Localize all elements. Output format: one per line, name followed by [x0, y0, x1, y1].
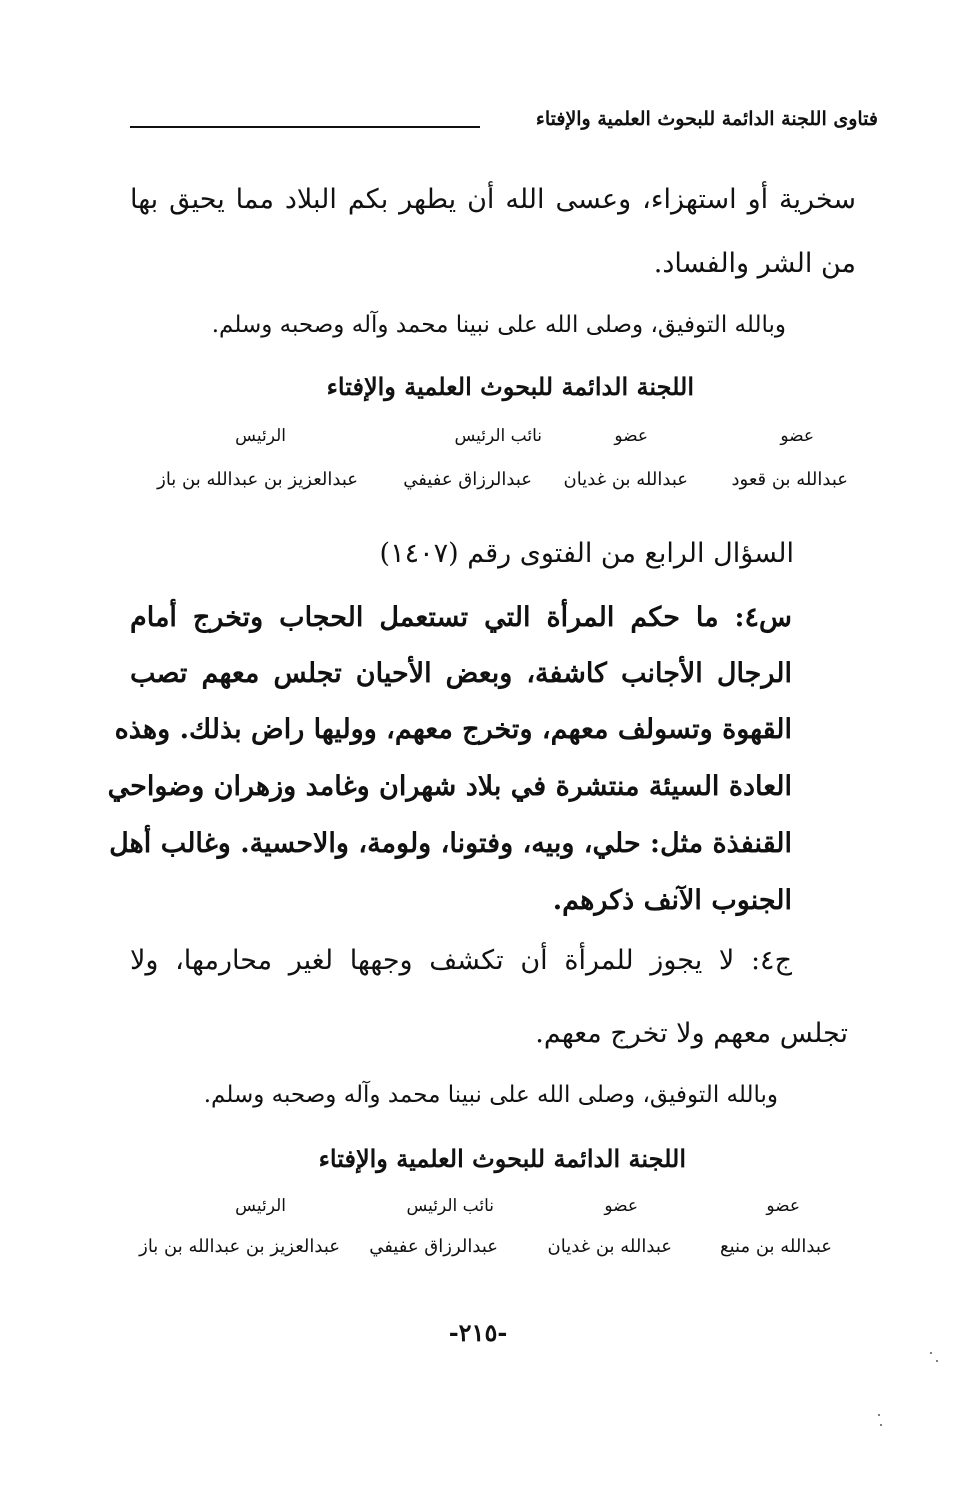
- member-role: نائب الرئيس: [406, 1196, 494, 1216]
- member-role: عضو: [604, 1196, 638, 1216]
- question-line-5: القنفذة مثل: حلي، وبيه، وفتونا، ولومة، والاحسية. وغالب أهل: [109, 828, 792, 859]
- running-header-title: فتاوى اللجنة الدائمة للبحوث العلمية والإفتاء: [535, 108, 878, 130]
- closing-line-1: وبالله التوفيق، وصلى الله على نبينا محمد وآله وصحبه وسلم.: [211, 312, 786, 338]
- answer-line-2: تجلس معهم ولا تخرج معهم.: [535, 1018, 848, 1049]
- committee-title-1: اللجنة الدائمة للبحوث العلمية والإفتاء: [326, 372, 694, 401]
- committee-title-2: اللجنة الدائمة للبحوث العلمية والإفتاء: [318, 1144, 686, 1173]
- closing-line-2: وبالله التوفيق، وصلى الله على نبينا محمد وآله وصحبه وسلم.: [203, 1082, 778, 1108]
- page-number: -٢١٥-: [448, 1318, 508, 1347]
- answer-line-1: ج٤: لا يجوز للمرأة أن تكشف وجهها لغير محارمها، ولا: [130, 945, 792, 976]
- scan-speck: [936, 1360, 938, 1362]
- member-role: عضو: [614, 426, 648, 446]
- question-line-6: الجنوب الآنف ذكرهم.: [552, 885, 792, 916]
- header-rule: [130, 126, 480, 128]
- member-name: عبدالرزاق عفيفي: [403, 469, 532, 490]
- question-line-3: القهوة وتسولف معهم، وتخرج معهم، ووليها راض بذلك. وهذه: [114, 714, 792, 745]
- member-role: الرئيس: [235, 1196, 286, 1216]
- member-name: عبدالعزيز بن عبدالله بن باز: [139, 1236, 340, 1257]
- prev-answer-line-2: من الشر والفساد.: [653, 248, 856, 279]
- member-name: عبدالرزاق عفيفي: [369, 1236, 498, 1257]
- scan-speck: [930, 1352, 932, 1354]
- member-role: عضو: [766, 1196, 800, 1216]
- member-role: الرئيس: [235, 426, 286, 446]
- question-line-2: الرجال الأجانب كاشفة، وبعض الأحيان تجلس معهم تصب: [130, 658, 792, 689]
- scan-speck: [878, 1414, 880, 1416]
- member-role: نائب الرئيس: [454, 426, 542, 446]
- member-name: عبدالله بن قعود: [731, 469, 848, 490]
- member-role: عضو: [780, 426, 814, 446]
- question-line-4: العادة السيئة منتشرة في بلاد شهران وغامد وزهران وضواحي: [107, 771, 792, 802]
- question-line-1: س٤: ما حكم المرأة التي تستعمل الحجاب وتخرج أمام: [130, 602, 792, 633]
- scan-speck: [880, 1424, 882, 1426]
- member-name: عبدالله بن غديان: [563, 469, 688, 490]
- prev-answer-line-1: سخرية أو استهزاء، وعسى الله أن يطهر بكم البلاد مما يحيق بها: [130, 184, 856, 215]
- member-name: عبدالله بن غديان: [547, 1236, 672, 1257]
- question-heading: السؤال الرابع من الفتوى رقم (١٤٠٧): [379, 538, 794, 569]
- member-name: عبدالعزيز بن عبدالله بن باز: [157, 469, 358, 490]
- member-name: عبدالله بن منيع: [720, 1236, 832, 1257]
